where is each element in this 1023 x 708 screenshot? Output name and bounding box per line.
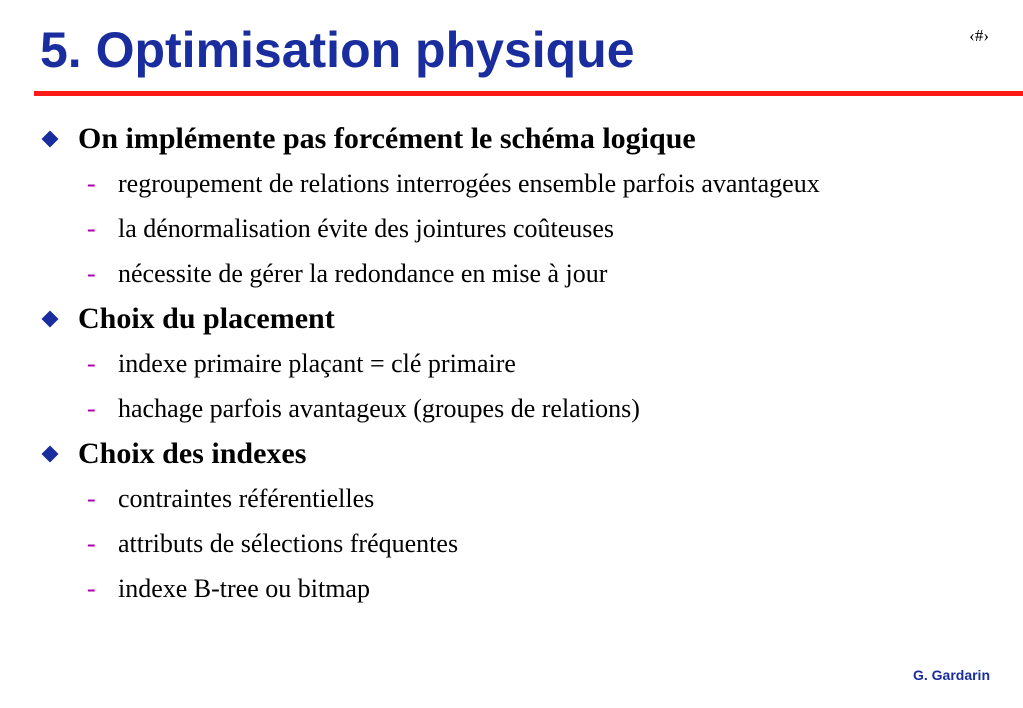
diamond-bullet-icon [40, 444, 60, 464]
sub-bullet-text: hachage parfois avantageux (groupes de relations) [118, 394, 640, 423]
sub-bullet-item [40, 161, 1000, 206]
dash-bullet-icon: - [87, 394, 96, 423]
dash-bullet-icon: - [87, 349, 96, 378]
sub-bullet-item [40, 521, 1000, 566]
sub-bullet-list [40, 341, 1000, 431]
sub-bullet-item [40, 206, 1000, 251]
slide-title: 5. Optimisation physique [40, 22, 635, 78]
diamond-bullet-icon [40, 309, 60, 329]
dash-bullet-icon: - [87, 214, 96, 243]
slide-body [40, 116, 1000, 611]
bullet-heading-row [40, 431, 1000, 476]
bullet-heading: Choix du placement [78, 302, 335, 335]
diamond-bullet-icon [40, 129, 60, 149]
slide-number: ‹#› [969, 26, 989, 45]
sub-bullet-item [40, 251, 1000, 296]
bullet-section [40, 116, 1000, 296]
sub-bullet-text: regroupement de relations interrogées ensemble parfois avantageux [118, 169, 820, 198]
dash-bullet-icon: - [87, 484, 96, 513]
sub-bullet-text: indexe B-tree ou bitmap [118, 574, 370, 603]
sub-bullet-text: nécessite de gérer la redondance en mise à jour [118, 259, 608, 288]
bullet-heading-row [40, 116, 1000, 161]
dash-bullet-icon: - [87, 259, 96, 288]
sub-bullet-list [40, 476, 1000, 611]
sub-bullet-text: attributs de sélections fréquentes [118, 529, 459, 558]
sub-bullet-text: la dénormalisation évite des jointures coûteuses [118, 214, 615, 243]
bullet-heading: On implémente pas forcément le schéma logique [78, 122, 696, 155]
bullet-heading: Choix des indexes [78, 437, 307, 470]
bullet-heading-row [40, 296, 1000, 341]
sub-bullet-text: indexe primaire plaçant = clé primaire [118, 349, 516, 378]
sub-bullet-item [40, 341, 1000, 386]
footer-author: G. Gardarin [912, 667, 990, 683]
title-divider [34, 91, 1023, 96]
sub-bullet-item [40, 386, 1000, 431]
bullet-section [40, 431, 1000, 611]
bullet-section [40, 296, 1000, 431]
dash-bullet-icon: - [87, 529, 96, 558]
sub-bullet-list [40, 161, 1000, 296]
sub-bullet-item [40, 566, 1000, 611]
dash-bullet-icon: - [87, 574, 96, 603]
sub-bullet-text: contraintes référentielles [118, 484, 375, 513]
dash-bullet-icon: - [87, 169, 96, 198]
sub-bullet-item [40, 476, 1000, 521]
